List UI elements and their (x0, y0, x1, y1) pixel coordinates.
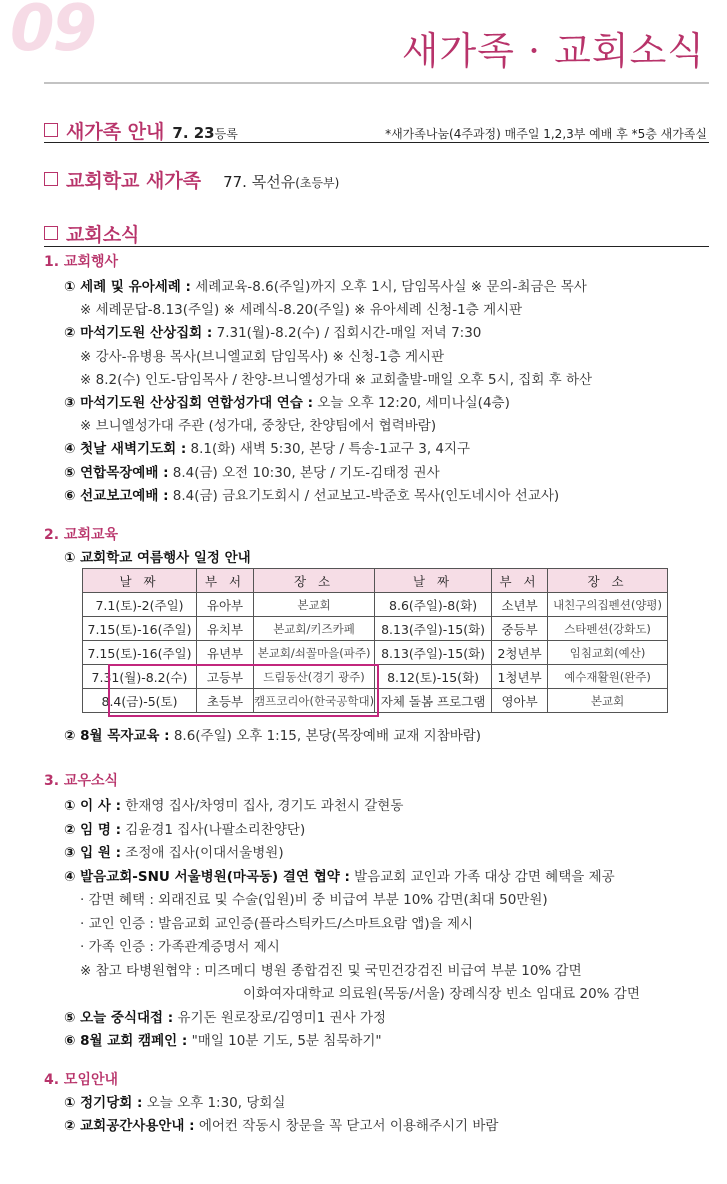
events-title: 1. 교회행사 (44, 254, 119, 270)
table-row (83, 641, 668, 665)
list-item: · 가족 인증 : 가족관계증명서 제시 (80, 939, 280, 955)
table-cell: 캠프코리아(한국공학대) (254, 689, 375, 713)
checkbox-icon (44, 226, 58, 240)
table-cell: 본교회/키즈카페 (254, 617, 375, 641)
mokja-education: ② 8월 목자교육 : 8.6(주일) 오후 1:15, 본당(목장예배 교재 지참바람) (64, 728, 482, 744)
list-item: ⑤ 오늘 중식대접 : 유기돈 원로장로/김영미1 권사 가정 (64, 1009, 387, 1026)
table-cell: 본교회/쇠꼴마을(파주) (254, 641, 375, 665)
table-cell: 예수재활원(완주) (548, 665, 668, 689)
list-item: 이화여자대학교 의료원(목동/서울) 장례식장 빈소 임대료 20% 감면 (243, 986, 640, 1002)
table-cell: 유아부 (197, 593, 254, 617)
list-item: ※ 강사-유병용 목사(브니엘교회 담임목사) ※ 신청-1층 게시판 (80, 348, 445, 365)
meetings-title: 4. 모임안내 (44, 1072, 119, 1088)
page-title: 새가족 · 교회소식 (401, 29, 705, 73)
school-newcomer-heading: 교회학교 새가족 (66, 170, 202, 192)
newcomer-heading: 새가족 안내 (66, 121, 165, 143)
column-header: 부 서 (197, 569, 254, 593)
list-item: ① 정기당회 : 오늘 오후 1:30, 당회실 (64, 1095, 286, 1111)
newcomer-section (44, 117, 238, 144)
column-header: 장 소 (254, 569, 375, 593)
newcomer-info-suffix: 등록 (214, 127, 238, 141)
table-cell: 내친구의집펜션(양평) (548, 593, 668, 617)
list-item: ② 마석기도원 산상집회 : 7.31(월)-8.2(수) / 집회시간-매일 저녁 7:30 (64, 325, 482, 342)
news-heading: 교회소식 (66, 224, 140, 246)
table-cell: 7.15(토)-16(주일) (83, 641, 197, 665)
column-header: 부 서 (492, 569, 548, 593)
list-item: ④ 발음교회-SNU 서울병원(마곡동) 결연 협약 : 발음교회 교인과 가족 대상 감면 혜택을 제공 (64, 868, 615, 885)
table-title: ① 교회학교 여름행사 일정 안내 (64, 550, 251, 566)
section-divider (44, 142, 709, 143)
table-cell: 7.15(토)-16(주일) (83, 617, 197, 641)
list-item: ② 임 명 : 김윤경1 집사(나팔소리찬양단) (64, 821, 306, 838)
table-cell: 2청년부 (492, 641, 548, 665)
news-section (44, 220, 139, 247)
section-divider (44, 246, 709, 247)
list-item: ① 이 사 : 한재영 집사/차영미 집사, 경기도 과천시 갈현동 (64, 798, 404, 814)
newcomer-note: *새가족나눔(4주과정) 매주일 1,2,3부 예배 후 *5층 새가족실 (385, 127, 707, 141)
table-cell: 7.31(월)-8.2(수) (83, 665, 197, 689)
table-cell: 8.4(금)-5(토) (83, 689, 197, 713)
column-header: 장 소 (548, 569, 668, 593)
list-item: · 교인 인증 : 발음교회 교인증(플라스틱카드/스마트요람 앱)을 제시 (80, 915, 474, 932)
list-item: ③ 입 원 : 조정애 집사(이대서울병원) (64, 845, 284, 861)
title-divider (44, 82, 709, 84)
list-item: ⑤ 연합목장예배 : 8.4(금) 오전 10:30, 본당 / 기도-김태정 권사 (64, 464, 440, 481)
members-title: 3. 교우소식 (44, 773, 119, 789)
table-cell: 8.13(주일)-15(화) (375, 641, 492, 665)
education-title: 2. 교회교육 (44, 527, 119, 543)
list-item: ② 교회공간사용안내 : 에어컨 작동시 창문을 꼭 닫고서 이용해주시기 바람 (64, 1118, 499, 1135)
newcomer-info: 7. 23 (172, 124, 215, 142)
table-cell: 스타펜션(강화도) (548, 617, 668, 641)
table-cell: 유치부 (197, 617, 254, 641)
highlight-box (108, 664, 379, 717)
table-cell: 본교회 (254, 593, 375, 617)
table-cell: 유년부 (197, 641, 254, 665)
table-cell: 1청년부 (492, 665, 548, 689)
table-cell: 임침교회(예산) (548, 641, 668, 665)
table-cell: 소년부 (492, 593, 548, 617)
list-item: ① 세례 및 유아세례 : 세례교육-8.6(주일)까지 오후 1시, 담임목사실 ※ 문의-최금은 목사 (64, 279, 587, 295)
table-cell: 8.6(주일)-8(화) (375, 593, 492, 617)
table-header-row (83, 569, 668, 593)
table-cell: 8.13(주일)-15(화) (375, 617, 492, 641)
school-newcomer-info: 77. 목선유 (223, 173, 296, 191)
column-header: 날 짜 (375, 569, 492, 593)
table-cell: 자체 돌봄 프로그램 (375, 689, 492, 713)
list-item: ③ 마석기도원 산상집회 연합성가대 연습 : 오늘 오후 12:20, 세미나실(4층) (64, 395, 510, 411)
list-item: ④ 첫날 새벽기도회 : 8.1(화) 새벽 5:30, 본당 / 특송-1교구 3, 4지구 (64, 441, 471, 458)
table-cell: 드림동산(경기 광주) (254, 665, 375, 689)
school-newcomer-section (44, 166, 339, 193)
column-header: 날 짜 (83, 569, 197, 593)
table-row (83, 617, 668, 641)
table-cell: 8.12(토)-15(화) (375, 665, 492, 689)
list-item: ※ 8.2(수) 인도-담임목사 / 찬양-브니엘성가대 ※ 교회출발-매일 오후 5시, 집회 후 하산 (80, 371, 593, 388)
list-item: ※ 브니엘성가대 주관 (성가대, 중창단, 찬양팀에서 협력바람) (80, 418, 437, 435)
checkbox-icon (44, 172, 58, 186)
list-item: ※ 세례문답-8.13(주일) ※ 세례식-8.20(주일) ※ 유아세례 신청-1층 게시판 (80, 302, 523, 319)
list-item: ⑥ 선교보고예배 : 8.4(금) 금요기도회시 / 선교보고-박준호 목사(인도네시아 선교사) (64, 487, 560, 504)
list-item: ⑥ 8월 교회 캠페인 : "매일 10분 기도, 5분 침묵하기" (64, 1033, 382, 1049)
table-cell: 중등부 (492, 617, 548, 641)
school-newcomer-info-suffix: (초등부) (295, 176, 340, 190)
table-cell: 영아부 (492, 689, 548, 713)
table-cell: 고등부 (197, 665, 254, 689)
table-cell: 본교회 (548, 689, 668, 713)
table-cell: 초등부 (197, 689, 254, 713)
table-cell: 7.1(토)-2(주일) (83, 593, 197, 617)
table-row (83, 593, 668, 617)
page-number: 09 (10, 0, 96, 66)
checkbox-icon (44, 123, 58, 137)
list-item: ※ 참고 타병원협약 : 미즈메디 병원 종합검진 및 국민건강검진 비급여 부분 10% 감면 (80, 962, 582, 979)
list-item: · 감면 혜택 : 외래진료 및 수술(입원)비 중 비급여 부분 10% 감면(최대 50만원) (80, 892, 548, 908)
